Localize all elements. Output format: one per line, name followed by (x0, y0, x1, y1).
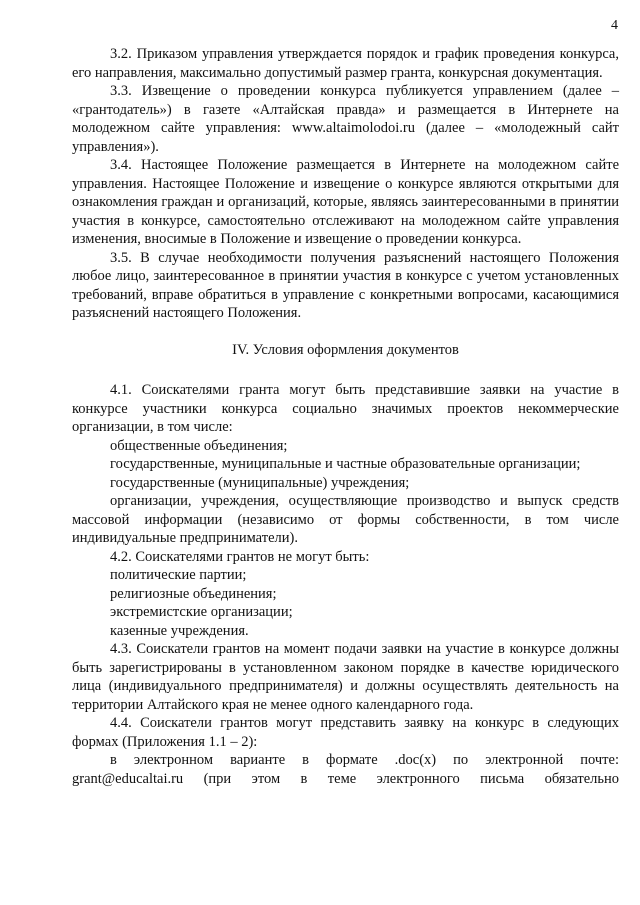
paragraph-3-3: 3.3. Извещение о проведении конкурса публикуется управлением (далее – «грантодатель») в газете «Алтайская правда» и размещается в Интернете на молодежном сайте управления: www.altaimolodoi.ru (далее – «молодежный сайт управления»). (72, 83, 619, 155)
list-item: экстремистские организации; (110, 604, 293, 620)
paragraph-4-3: 4.3. Соискатели грантов на момент подачи заявки на участие в конкурсе должны быть зарегистрированы в установленном законом порядке в качестве юридического лица (индивидуального предпринимателя) и должны осуществлять деятельность на территории Алтайского края не менее одного календарного года. (72, 641, 619, 713)
section-heading: IV. Условия оформления документов (232, 341, 459, 358)
page-number: 4 (611, 18, 618, 33)
paragraph-4-2: 4.2. Соискателями грантов не могут быть: (110, 548, 370, 565)
paragraph-4-4: 4.4. Соискатели грантов могут представить заявку на конкурс в следующих формах (Приложения 1.1 – 2): (72, 715, 619, 750)
list-item: политические партии; (110, 567, 247, 583)
list-item: казенные учреждения. (110, 622, 249, 639)
list-item: общественные объединения; (110, 437, 288, 454)
paragraph-3-4: 3.4. Настоящее Положение размещается в Интернете на молодежном сайте управления. Настоящее Положение и извещение о конкурсе являются открытыми для ознакомления граждан и организаций, которые, являясь заинтересованными в принятии участия в конкурсе, самостоятельно отслеживают на молодежном сайте управления изменения, вносимые в Положение и извещение о проведении конкурса. (72, 157, 619, 247)
list-item: религиозные объединения; (110, 585, 277, 602)
document-body (72, 45, 619, 788)
paragraph-email: в электронном варианте в формате .doc(x) по электронной почте: grant@educaltai.ru (при этом в теме электронного письма обязательно (72, 752, 619, 787)
list-item: государственные, муниципальные и частные образовательные организации; (110, 456, 581, 472)
list-item: организации, учреждения, осуществляющие производство и выпуск средств массовой информации (независимо от формы собственности, в том числе индивидуальные предприниматели). (72, 493, 619, 546)
list-item: государственные (муниципальные) учреждения; (110, 474, 410, 491)
paragraph-4-1: 4.1. Соискателями гранта могут быть представившие заявки на участие в конкурсе участники конкурса социально значимых проектов некоммерческие организации, в том числе: (72, 382, 619, 435)
paragraph-3-5: 3.5. В случае необходимости получения разъяснений настоящего Положения любое лицо, заинтересованное в принятии участия в конкурсе с учетом установленных требований, вправе обратиться в управление с конкретными вопросами, касающимися разъяснений настоящего Положения. (72, 249, 619, 321)
paragraph-3-2: 3.2. Приказом управления утверждается порядок и график проведения конкурса, его направления, максимально допустимый размер гранта, конкурсная документация. (72, 46, 619, 81)
